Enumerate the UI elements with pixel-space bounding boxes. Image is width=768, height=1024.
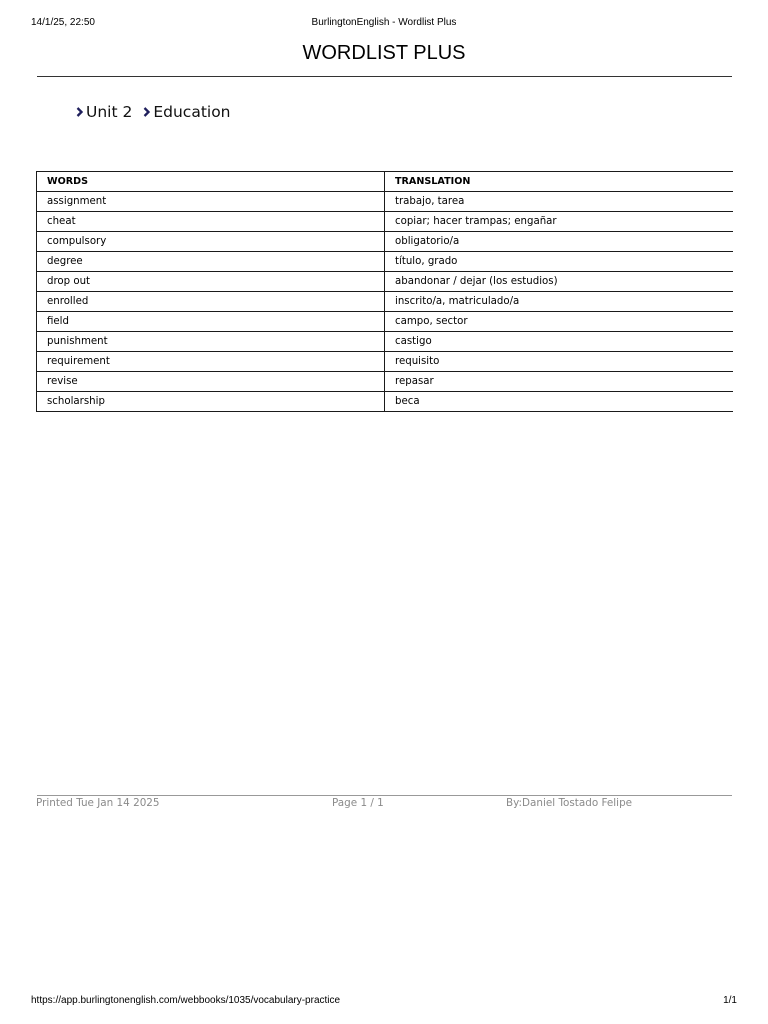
table-row (37, 292, 734, 312)
table-row (37, 192, 734, 212)
translation-cell: trabajo, tarea (385, 192, 734, 212)
page-title: WORDLIST PLUS (302, 42, 466, 64)
table-body (37, 192, 734, 412)
word-cell: degree (37, 252, 385, 272)
table-row (37, 332, 734, 352)
word-cell: scholarship (37, 392, 385, 412)
print-header (31, 17, 737, 31)
title-divider (37, 76, 732, 77)
translation-cell: obligatorio/a (385, 232, 734, 252)
table-row (37, 392, 734, 412)
chevron-right-icon (75, 104, 86, 120)
word-cell: compulsory (37, 232, 385, 252)
column-header-words: WORDS (37, 172, 385, 192)
word-cell: cheat (37, 212, 385, 232)
translation-cell: beca (385, 392, 734, 412)
word-cell: assignment (37, 192, 385, 212)
printed-date: Printed Tue Jan 14 2025 (36, 797, 160, 809)
translation-cell: abandonar / dejar (los estudios) (385, 272, 734, 292)
translation-cell: inscrito/a, matriculado/a (385, 292, 734, 312)
breadcrumb-item-unit[interactable] (75, 103, 132, 121)
page-number: Page 1 / 1 (332, 797, 384, 809)
word-cell: drop out (37, 272, 385, 292)
wordlist-table (36, 171, 733, 412)
translation-cell: requisito (385, 352, 734, 372)
breadcrumb-label: Unit 2 (86, 103, 133, 121)
footer-divider (37, 795, 732, 796)
table-row (37, 272, 734, 292)
table-row (37, 372, 734, 392)
print-date: 14/1/25, 22:50 (31, 17, 95, 28)
chevron-right-icon (142, 104, 153, 120)
print-url: https://app.burlingtonenglish.com/webbooks/1035/vocabulary-practice (31, 995, 341, 1006)
table-header-row (37, 172, 734, 192)
breadcrumb-label: Education (153, 103, 231, 121)
word-cell: punishment (37, 332, 385, 352)
breadcrumb-item-topic[interactable] (142, 103, 230, 121)
print-page-count: 1/1 (723, 995, 737, 1006)
word-cell: revise (37, 372, 385, 392)
word-cell: field (37, 312, 385, 332)
breadcrumb (75, 102, 241, 122)
translation-cell: copiar; hacer trampas; engañar (385, 212, 734, 232)
table-row (37, 212, 734, 232)
translation-cell: castigo (385, 332, 734, 352)
table-row (37, 352, 734, 372)
translation-cell: repasar (385, 372, 734, 392)
print-document-title: BurlingtonEnglish - Wordlist Plus (311, 17, 457, 28)
translation-cell: campo, sector (385, 312, 734, 332)
table-row (37, 312, 734, 332)
translation-cell: título, grado (385, 252, 734, 272)
word-cell: enrolled (37, 292, 385, 312)
word-cell: requirement (37, 352, 385, 372)
page-footer (36, 797, 732, 811)
author-name: By:Daniel Tostado Felipe (506, 797, 633, 809)
column-header-translation: TRANSLATION (385, 172, 734, 192)
table-row (37, 252, 734, 272)
table-row (37, 232, 734, 252)
print-footer (31, 995, 737, 1009)
